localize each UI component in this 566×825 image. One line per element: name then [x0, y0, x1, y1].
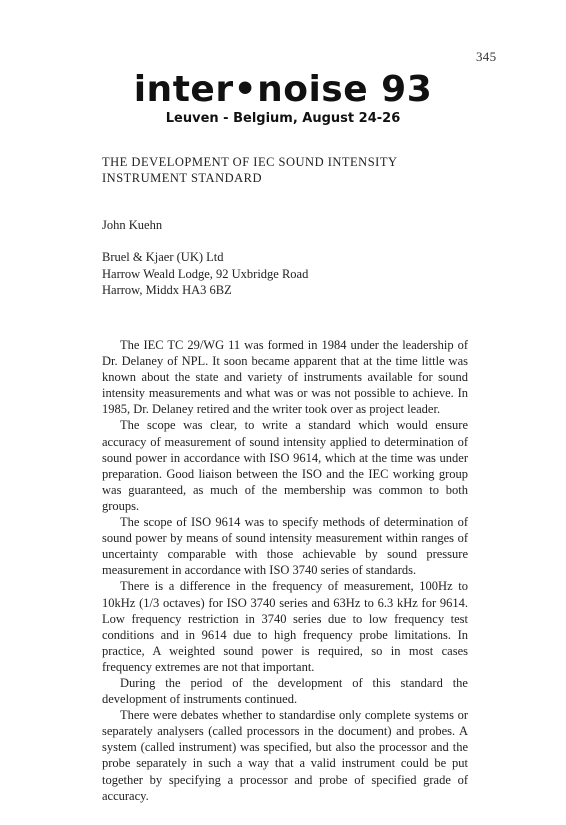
body-paragraph: There is a difference in the frequency of measurement, 100Hz to 10kHz (1/3 octaves) for ISO 3740 series and 63Hz to 6.3 kHz for 9614. Low frequency restriction in 3740 series due to low frequency test conditions and in 9614 due to high frequency probe limitations. In practice, A weighted sound power is required, so in most cases frequency extremes are not that important.	[102, 579, 468, 674]
author-affiliation	[102, 249, 308, 299]
affiliation-line: Bruel & Kjaer (UK) Ltd	[102, 250, 224, 264]
author-name: John Kuehn	[102, 218, 163, 232]
body-paragraph: The scope of ISO 9614 was to specify methods of determination of sound power by means of sound intensity measurement within ranges of uncertainty comparable with those achievable by sound pressure measurement in accordance with ISO 3740 series of standards.	[102, 515, 468, 578]
body-paragraph: The IEC TC 29/WG 11 was formed in 1984 under the leadership of Dr. Delaney of NPL. It soon became apparent that at the time little was known about the state and variety of instruments available for sound intensity measurements and what was or was not possible to achieve. In 1985, Dr. Delaney retired and the writer took over as project leader.	[102, 338, 468, 417]
body-paragraph: During the period of the development of this standard the development of instruments continued.	[102, 675, 468, 707]
page-number: 345	[476, 49, 497, 64]
affiliation-line: Harrow Weald Lodge, 92 Uxbridge Road	[102, 266, 309, 281]
body-paragraph: The scope was clear, to write a standard which would ensure accuracy of measurement of sound intensity applied to determination of sound power in accordance with ISO 9614, which at the time was under preparation. Good liaison between the ISO and the IEC working group was guaranteed, as much of the membership was common to both groups.	[102, 418, 468, 513]
conference-location-dates: Leuven - Belgium, August 24-26	[165, 111, 401, 126]
body-paragraph: There were debates whether to standardise only complete systems or separately analysers (called processors in the document) and probes. A system (called instrument) was specified, but also the processor and the probe separately in such a way that a valid instrument could be put together by specifying a processor and probe of specified grade of accuracy.	[102, 708, 468, 803]
affiliation-line: Harrow, Middx HA3 6BZ	[102, 283, 232, 297]
conference-logo: inter•noise 93	[133, 69, 433, 110]
paper-title: THE DEVELOPMENT OF IEC SOUND INTENSITY INSTRUMENT STANDARD	[102, 155, 398, 185]
paper-body	[102, 337, 468, 804]
